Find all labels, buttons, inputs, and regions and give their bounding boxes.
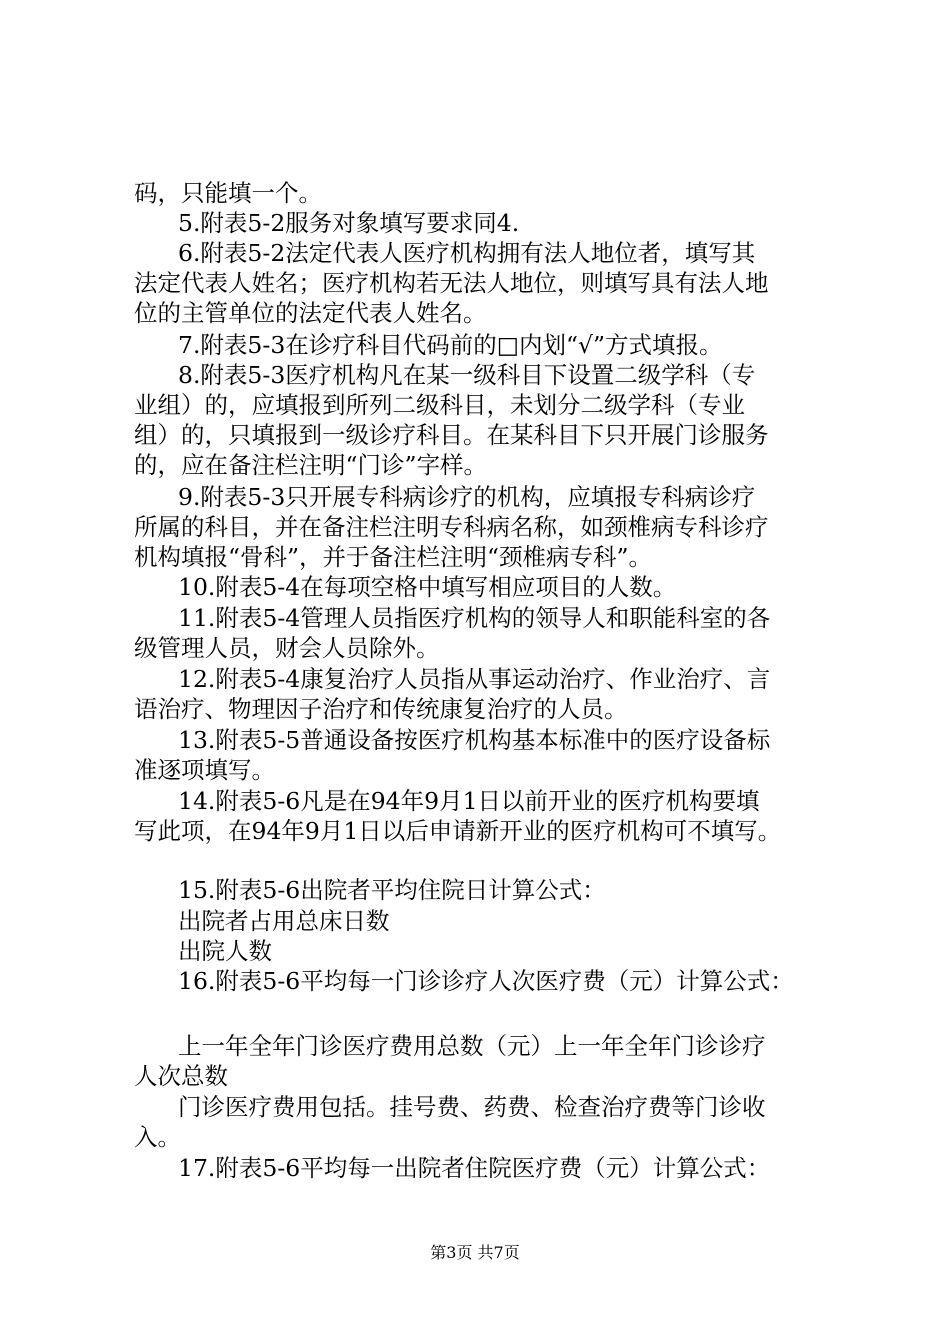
text-line-1: 码，只能填一个。 [134,179,322,207]
text-line-2: 5.附表5-2服务对象填写要求同4. [178,209,520,237]
text-line-29: 门诊医疗费用包括。挂号费、药费、检查治疗费等门诊收 [178,1093,766,1121]
text-line-25: 出院人数 [178,937,272,965]
text-line-10: 的，应在备注栏注明“门诊”字样。 [134,451,488,479]
text-line-20: 准逐项填写。 [134,756,275,784]
text-line-5: 位的主管单位的法定代表人姓名。 [134,299,487,327]
text-line-24: 出院者占用总床日数 [178,907,390,935]
text-line-18: 语治疗、物理因子治疗和传统康复治疗的人员。 [134,695,628,723]
text-line-4: 法定代表人姓名；医疗机构若无法人地位，则填写具有法人地 [134,269,769,297]
page-footer: 第3页 共7页 [430,1243,520,1262]
text-line-19: 13.附表5-5普通设备按医疗机构基本标准中的医疗设备标 [178,726,771,754]
text-line-8: 业组）的，应填报到所列二级科目，未划分二级学科（专业 [134,391,745,419]
text-line-3: 6.附表5-2法定代表人医疗机构拥有法人地位者，填写其 [178,239,756,267]
text-line-15: 11.附表5-4管理人员指医疗机构的领导人和职能科室的各 [178,604,771,632]
text-line-13: 机构填报“骨科”，并于备注栏注明“颈椎病专科”。 [134,543,653,571]
text-line-17: 12.附表5-4康复治疗人员指从事运动治疗、作业治疗、言 [178,665,771,693]
text-line-11: 9.附表5-3只开展专科病诊疗的机构，应填报专科病诊疗 [178,483,756,511]
text-line-27: 上一年全年门诊医疗费用总数（元）上一年全年门诊诊疗 [178,1032,766,1060]
text-line-16: 级管理人员，财会人员除外。 [134,634,440,662]
text-line-28: 人次总数 [134,1062,228,1090]
text-line-7: 8.附表5-3医疗机构凡在某一级科目下设置二级学科（专 [178,361,756,389]
text-line-26: 16.附表5-6平均每一门诊诊疗人次医疗费（元）计算公式： [178,967,794,995]
text-line-9: 组）的，只填报到一级诊疗科目。在某科目下只开展门诊服务 [134,421,769,449]
text-line-30: 入。 [134,1123,181,1151]
text-line-21: 14.附表5-6凡是在94年9月1日以前开业的医疗机构要填 [178,787,760,815]
text-line-12: 所属的科目，并在备注栏注明专科病名称，如颈椎病专科诊疗 [134,513,769,541]
text-line-31: 17.附表5-6平均每一出院者住院医疗费（元）计算公式： [178,1154,771,1182]
text-line-6: 7.附表5-3在诊疗科目代码前的□内划“√”方式填报。 [178,331,723,359]
text-line-14: 10.附表5-4在每项空格中填写相应项目的人数。 [178,573,677,601]
text-line-23: 15.附表5-6出院者平均住院日计算公式： [178,876,606,904]
text-line-22: 写此项，在94年9月1日以后申请新开业的医疗机构可不填写。 [134,817,782,845]
